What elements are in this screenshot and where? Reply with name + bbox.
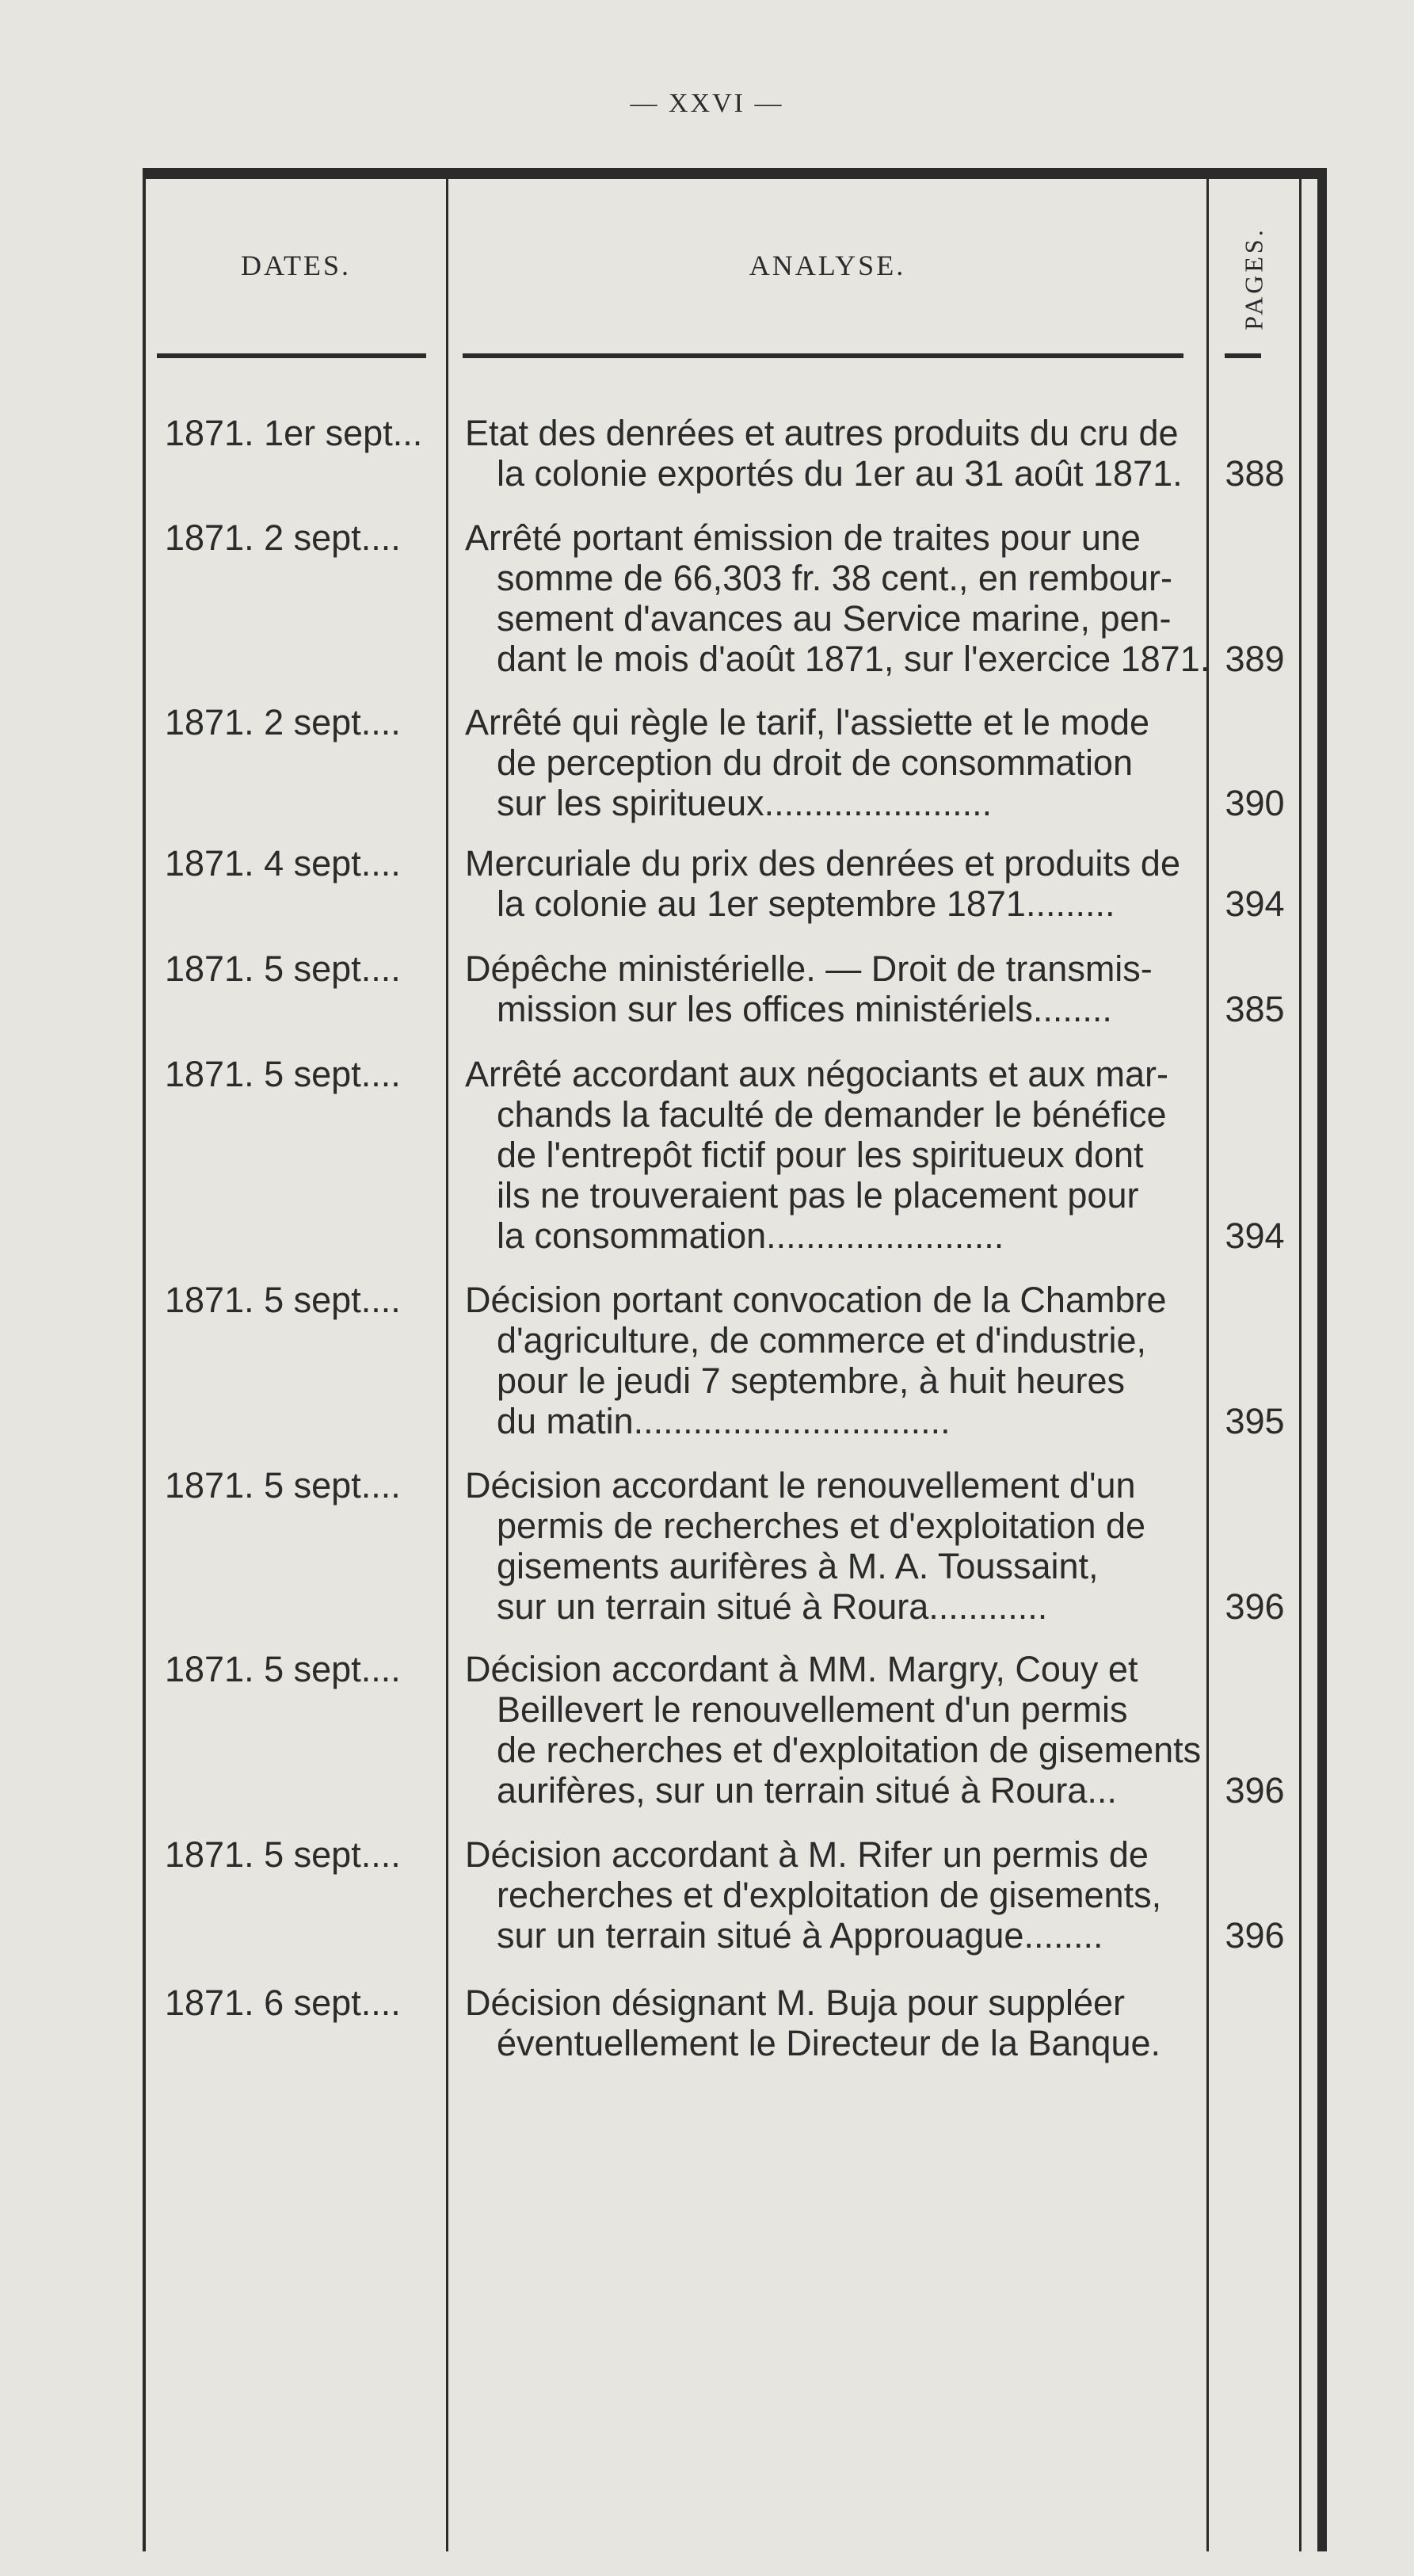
entry-date: 1871. 5 sept.... (165, 1280, 401, 1320)
entry-analysis-line: de l'entrepôt fictif pour les spiritueux dont (497, 1135, 1144, 1175)
entry-analysis (465, 843, 1200, 924)
entry-date: 1871. 4 sept.... (165, 843, 401, 883)
entry-date: 1871. 2 sept.... (165, 517, 401, 558)
entry-analysis (465, 1834, 1200, 1956)
entry-analysis-line: Dépêche ministérielle. — Droit de transmis- (465, 948, 1153, 989)
column-header-dates: DATES. (240, 250, 351, 281)
entry-page-number: 394 (1225, 1215, 1285, 1256)
entry-date: 1871. 2 sept.... (165, 702, 401, 742)
entry-analysis-line: du matin................................ (497, 1401, 951, 1441)
entry-date: 1871. 1er sept... (165, 413, 423, 453)
column-divider-dates (446, 179, 448, 2551)
entry-analysis-line: Décision accordant le renouvellement d'un (465, 1465, 1136, 1506)
entry-analysis-line: Etat des denrées et autres produits du cru de (465, 413, 1179, 453)
entry-analysis (465, 1054, 1200, 1256)
entry-analysis-line: sement d'avances au Service marine, pen- (497, 598, 1172, 639)
entry-analysis-line: Arrêté portant émission de traites pour une (465, 517, 1141, 558)
entry-analysis-line: la consommation........................ (497, 1215, 1004, 1256)
entry-analysis (465, 517, 1210, 679)
entry-analysis-line: Arrêté qui règle le tarif, l'assiette et le mode (465, 702, 1150, 742)
entry-analysis-line: sur les spiritueux....................... (497, 783, 993, 823)
entry-analysis-line: la colonie exportés du 1er au 31 août 1871. (497, 453, 1183, 494)
header-rule-dates (157, 353, 426, 358)
entry-date: 1871. 5 sept.... (165, 1054, 401, 1094)
entry-date: 1871. 5 sept.... (165, 1465, 401, 1506)
entry-analysis-line: ils ne trouveraient pas le placement pour (497, 1175, 1139, 1215)
entry-page-number: 389 (1225, 639, 1285, 679)
index-table (143, 168, 1327, 2551)
entry-date: 1871. 5 sept.... (165, 1649, 401, 1689)
entry-analysis-line: dant le mois d'août 1871, sur l'exercice 1871. (497, 639, 1210, 679)
page-header: — XXVI — (630, 89, 784, 118)
entry-analysis (465, 948, 1200, 1029)
entry-analysis-line: Décision accordant à M. Rifer un permis de (465, 1834, 1149, 1875)
entry-analysis-line: Arrêté accordant aux négociants et aux mar- (465, 1054, 1168, 1094)
entry-analysis-line: chands la faculté de demander le bénéfice (497, 1094, 1167, 1135)
header-rule-analyse (463, 353, 1183, 358)
entry-analysis (465, 1649, 1200, 1811)
entry-analysis (465, 413, 1200, 494)
entry-analysis (465, 702, 1200, 823)
entry-page-number: 390 (1225, 783, 1285, 823)
entry-analysis-line: Décision accordant à MM. Margry, Couy et (465, 1649, 1138, 1689)
entry-analysis-line: de recherches et d'exploitation de gisements (497, 1730, 1202, 1770)
entry-date: 1871. 6 sept.... (165, 1983, 401, 2023)
entry-analysis (465, 1280, 1200, 1441)
column-header-pages (1209, 211, 1299, 345)
column-divider-analyse (1206, 179, 1209, 2551)
entry-analysis-line: Mercuriale du prix des denrées et produits de (465, 843, 1180, 883)
entry-page-number: 394 (1225, 883, 1285, 924)
entry-analysis-line: d'agriculture, de commerce et d'industrie, (497, 1320, 1147, 1361)
entry-analysis-line: de perception du droit de consommation (497, 742, 1133, 783)
entry-analysis-line: somme de 66,303 fr. 38 cent., en rembour- (497, 558, 1172, 598)
column-divider-pages (1299, 179, 1302, 2551)
entry-analysis-line: Décision désignant M. Buja pour suppléer (465, 1983, 1125, 2023)
entry-page-number: 395 (1225, 1401, 1285, 1441)
entry-date: 1871. 5 sept.... (165, 1834, 401, 1875)
column-header-pages-label: PAGES. (1239, 226, 1268, 330)
entry-page-number: 396 (1225, 1915, 1285, 1956)
entry-page-number: 396 (1225, 1586, 1285, 1627)
column-header-analyse: ANALYSE. (749, 250, 906, 281)
entry-analysis-line: permis de recherches et d'exploitation de (497, 1506, 1146, 1546)
entry-analysis-line: pour le jeudi 7 septembre, à huit heures (497, 1361, 1125, 1401)
entry-page-number: 388 (1225, 453, 1285, 494)
entry-analysis-line: gisements aurifères à M. A. Toussaint, (497, 1546, 1099, 1586)
entry-analysis-line: Beillevert le renouvellement d'un permis (497, 1689, 1128, 1730)
entry-analysis-line: aurifères, sur un terrain situé à Roura... (497, 1770, 1117, 1811)
entry-analysis-line: sur un terrain situé à Approuague........ (497, 1915, 1103, 1956)
entry-date: 1871. 5 sept.... (165, 948, 401, 989)
entry-analysis-line: la colonie au 1er septembre 1871......... (497, 883, 1115, 924)
entry-analysis-line: Décision portant convocation de la Chambre (465, 1280, 1167, 1320)
entry-analysis-line: mission sur les offices ministériels........ (497, 989, 1112, 1029)
entry-analysis-line: recherches et d'exploitation de gisements, (497, 1875, 1162, 1915)
entry-analysis (465, 1983, 1200, 2063)
entry-analysis-line: éventuellement le Directeur de la Banque. (497, 2023, 1161, 2063)
entry-page-number: 385 (1225, 989, 1285, 1029)
entry-analysis-line: sur un terrain situé à Roura............ (497, 1586, 1048, 1627)
header-rule-pages (1225, 353, 1261, 358)
entry-page-number: 396 (1225, 1770, 1285, 1811)
entry-analysis (465, 1465, 1200, 1627)
